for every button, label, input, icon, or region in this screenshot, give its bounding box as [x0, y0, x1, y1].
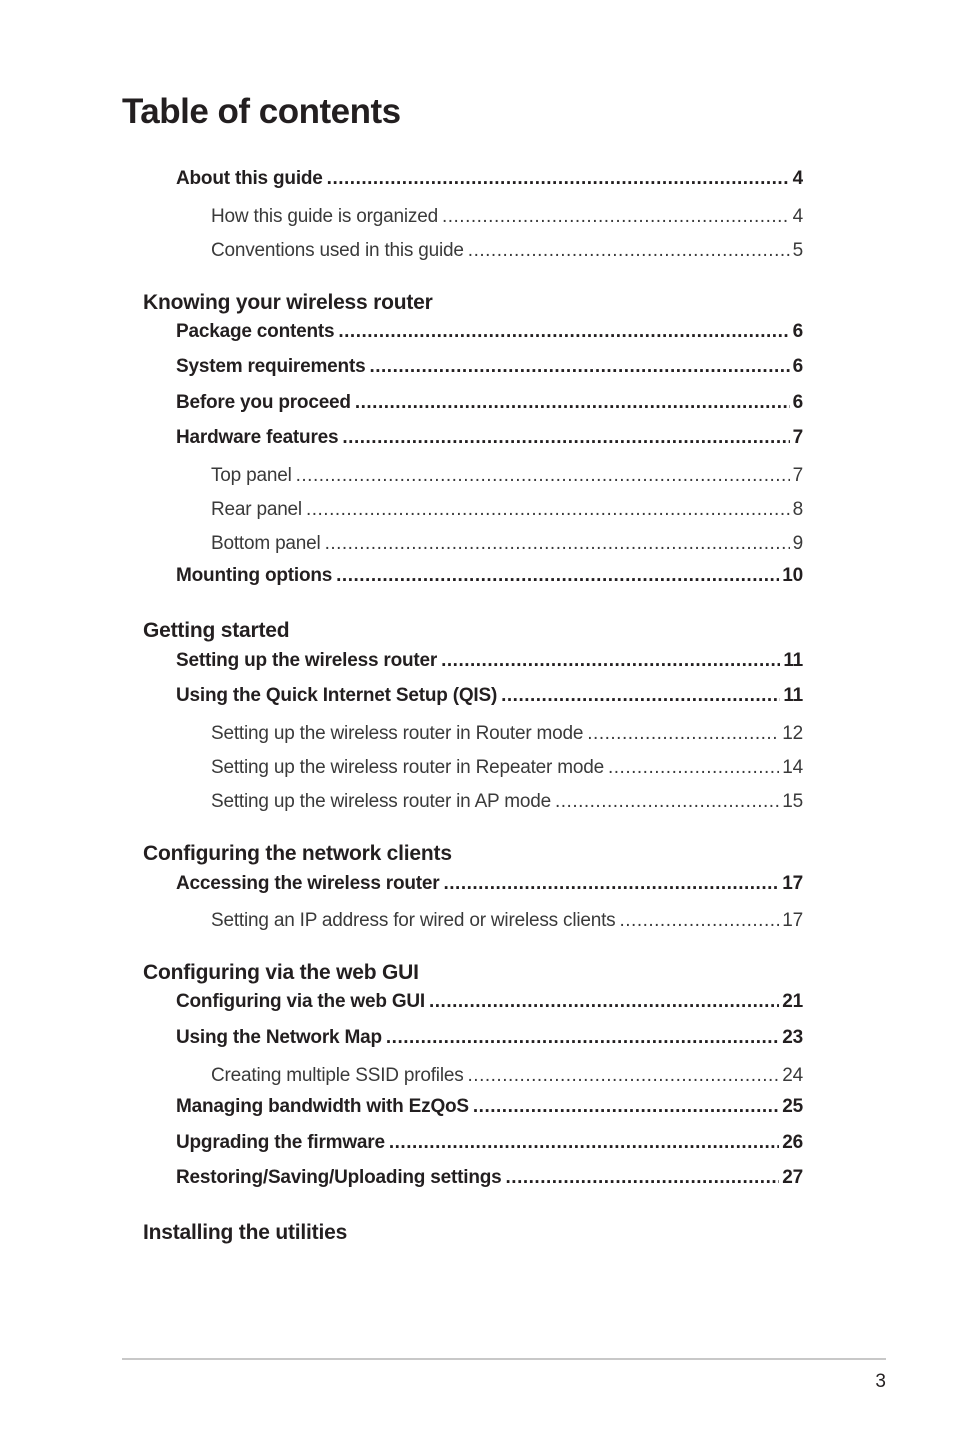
toc-entry-page: 26	[782, 1132, 803, 1153]
toc-entry-page: 7	[792, 427, 803, 448]
toc-entry[interactable]	[176, 684, 803, 708]
chapter-heading[interactable]: Configuring via the web GUI	[143, 961, 419, 984]
toc-entry-label: How this guide is organized	[211, 206, 438, 227]
toc-entry-label: Mounting options	[176, 565, 333, 586]
toc-entry-label: About this guide	[176, 168, 323, 189]
leader-dots	[608, 756, 779, 780]
toc-entry-page: 10	[782, 565, 803, 586]
toc-entry-label: Setting an IP address for wired or wireless clients	[211, 910, 616, 931]
leader-dots	[501, 684, 780, 708]
toc-entry-page: 5	[792, 240, 803, 261]
toc-entry[interactable]	[176, 649, 803, 673]
toc-entry-label: Managing bandwidth with EzQoS	[176, 1096, 469, 1117]
toc-subentry[interactable]	[211, 464, 803, 488]
toc-subentry[interactable]	[211, 790, 803, 814]
page-number: 3	[875, 1371, 886, 1392]
toc-entry[interactable]	[176, 320, 803, 344]
leader-dots	[369, 355, 789, 379]
toc-subentry[interactable]	[211, 532, 803, 556]
toc-entry-page: 4	[792, 168, 803, 189]
toc-entry-page: 27	[782, 1167, 803, 1188]
leader-dots	[342, 426, 789, 450]
leader-dots	[327, 167, 790, 191]
toc-entry[interactable]	[176, 1166, 803, 1190]
toc-entry-label: Creating multiple SSID profiles	[211, 1065, 464, 1086]
toc-entry-page: 11	[783, 685, 803, 706]
toc-subentry[interactable]	[211, 909, 803, 933]
toc-entry-label: Restoring/Saving/Uploading settings	[176, 1167, 502, 1188]
toc-entry-label: Accessing the wireless router	[176, 873, 440, 894]
toc-entry[interactable]	[176, 1095, 803, 1119]
leader-dots	[306, 498, 790, 522]
leader-dots	[473, 1095, 779, 1119]
toc-entry-label: Conventions used in this guide	[211, 240, 464, 261]
leader-dots	[443, 872, 779, 896]
toc-entry[interactable]	[176, 1131, 803, 1155]
toc-entry-label: Hardware features	[176, 427, 339, 448]
toc-entry[interactable]	[176, 167, 803, 191]
toc-entry-page: 25	[782, 1096, 803, 1117]
toc-entry-label: Setting up the wireless router	[176, 650, 438, 671]
toc-entry-page: 6	[792, 392, 803, 413]
leader-dots	[355, 391, 790, 415]
toc-entry-label: Using the Network Map	[176, 1027, 382, 1048]
toc-subentry[interactable]	[211, 239, 803, 263]
chapter-heading[interactable]: Getting started	[143, 619, 290, 642]
leader-dots	[325, 532, 790, 556]
leader-dots	[506, 1166, 780, 1190]
toc-entry[interactable]	[176, 1026, 803, 1050]
leader-dots	[389, 1131, 779, 1155]
toc-entry-page: 9	[792, 533, 803, 554]
toc-entry[interactable]	[176, 391, 803, 415]
toc-entry-label: Configuring via the web GUI	[176, 991, 425, 1012]
toc-subentry[interactable]	[211, 498, 803, 522]
chapter-heading[interactable]: Installing the utilities	[143, 1221, 348, 1244]
footer-divider	[122, 1358, 886, 1360]
toc-subentry[interactable]	[211, 756, 803, 780]
toc-entry-page: 17	[782, 910, 803, 931]
toc-entry-label: Top panel	[211, 465, 292, 486]
toc-entry[interactable]	[176, 872, 803, 896]
toc-entry-label: Setting up the wireless router in Router mode	[211, 723, 584, 744]
toc-entry[interactable]	[176, 564, 803, 588]
toc-entry-page: 21	[782, 991, 803, 1012]
leader-dots	[338, 320, 789, 344]
toc-entry-page: 6	[792, 356, 803, 377]
toc-entry-page: 11	[783, 650, 803, 671]
leader-dots	[296, 464, 790, 488]
toc-entry-label: Using the Quick Internet Setup (QIS)	[176, 685, 498, 706]
toc-entry-page: 14	[782, 757, 803, 778]
leader-dots	[441, 649, 780, 673]
toc-entry-page: 12	[782, 723, 803, 744]
toc-entry-label: Bottom panel	[211, 533, 321, 554]
page-title: Table of contents	[122, 92, 401, 131]
leader-dots	[336, 564, 779, 588]
toc-entry-label: Package contents	[176, 321, 335, 342]
toc-subentry[interactable]	[211, 722, 803, 746]
toc-entry-page: 15	[782, 791, 803, 812]
leader-dots	[468, 239, 790, 263]
toc-entry-page: 23	[782, 1027, 803, 1048]
toc-entry[interactable]	[176, 990, 803, 1014]
toc-entry-page: 8	[792, 499, 803, 520]
toc-entry-page: 24	[782, 1065, 803, 1086]
toc-entry-page: 6	[792, 321, 803, 342]
toc-entry-page: 7	[792, 465, 803, 486]
chapter-heading[interactable]: Knowing your wireless router	[143, 291, 433, 314]
toc-entry-label: Setting up the wireless router in Repeater mode	[211, 757, 604, 778]
leader-dots	[442, 205, 790, 229]
leader-dots	[386, 1026, 779, 1050]
chapter-heading[interactable]: Configuring the network clients	[143, 842, 452, 865]
toc-entry[interactable]	[176, 355, 803, 379]
leader-dots	[587, 722, 779, 746]
leader-dots	[429, 990, 779, 1014]
toc-entry-label: System requirements	[176, 356, 366, 377]
toc-subentry[interactable]	[211, 205, 803, 229]
leader-dots	[619, 909, 779, 933]
leader-dots	[468, 1064, 780, 1088]
toc-entry[interactable]	[176, 426, 803, 450]
toc-entry-label: Rear panel	[211, 499, 302, 520]
toc-entry-label: Setting up the wireless router in AP mode	[211, 791, 551, 812]
toc-subentry[interactable]	[211, 1064, 803, 1088]
leader-dots	[555, 790, 779, 814]
toc-entry-label: Before you proceed	[176, 392, 351, 413]
toc-entry-page: 4	[792, 206, 803, 227]
toc-entry-page: 17	[782, 873, 803, 894]
toc-entry-label: Upgrading the firmware	[176, 1132, 385, 1153]
